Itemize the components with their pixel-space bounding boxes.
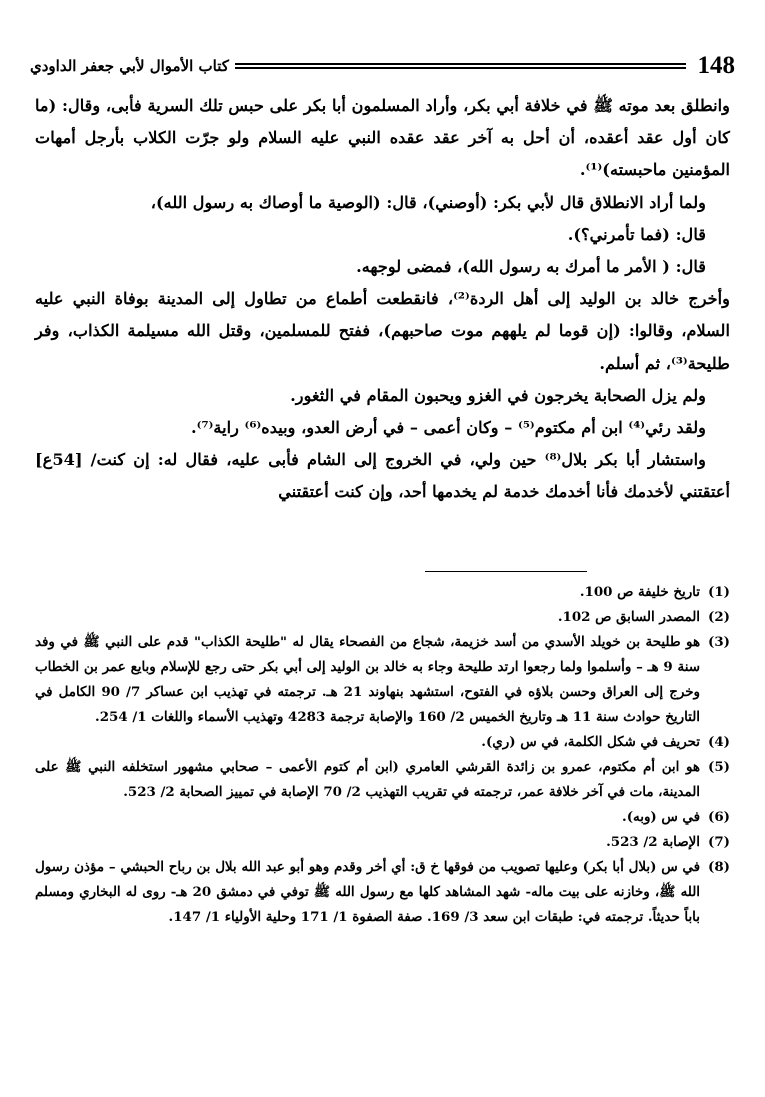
footnote [35, 580, 730, 605]
footnote-text: في س (وبه). [622, 809, 700, 825]
paragraph: واستشار أبا بكر بلال⁽⁸⁾ حين ولي، في الخروج إلى الشام فأبى عليه، فقال له: إن كنت/ [54ع] أعتقتني لأخدمك فأنا أخدمك خدمة لم يخدمها أحد، وإن كنت أعتقتني [35, 450, 730, 502]
footnote [35, 830, 730, 855]
page-header [30, 52, 735, 80]
footnote-separator [425, 571, 587, 572]
paragraph: ولم يزل الصحابة يخرجون في الغزو ويحبون المقام في الثغور. [290, 385, 706, 405]
footnote-number: (5) [708, 759, 730, 775]
main-text [35, 90, 730, 509]
paragraph: قال: ( الأمر ما أمرك به رسول الله)، فمضى لوجهه. [356, 257, 706, 277]
footnote-number: (4) [708, 734, 730, 750]
footnote-number: (6) [708, 809, 730, 825]
paragraph: ولقد رئي⁽⁴⁾ ابن أم مكتوم⁽⁵⁾ – وكان أعمى – في أرض العدو، وبيده⁽⁶⁾ راية⁽⁷⁾. [191, 418, 706, 438]
paragraph: قال: (فما تأمرني؟). [567, 224, 706, 244]
footnote [35, 605, 730, 630]
page-number: 148 [697, 52, 735, 79]
footnote [35, 730, 730, 755]
footnote-text: هو ابن أم مكتوم، عمرو بن زائدة القرشي العامري (ابن أم كتوم الأعمى – صحابي مشهور استخلفه النبي ﷺ على المدينة، مات في آخر خلافة عمر، ترجمته في تقريب التهذيب 2/ 70 الإصابة في تمييز الصحابة 2/ 523. [35, 759, 700, 800]
paragraph: ولما أراد الانطلاق قال لأبي بكر: (أوصني)، قال: (الوصية ما أوصاك به رسول الله)، [150, 192, 706, 212]
footnote-text: تاريخ خليفة ص 100. [579, 584, 700, 600]
footnote-text: المصدر السابق ص 102. [557, 609, 700, 625]
paragraph: وأخرج خالد بن الوليد إلى أهل الردة⁽²⁾، فانقطعت أطماع من تطاول إلى المدينة بوفاة النبي عليه السلام، وقالوا: (إن قوما لم يلههم موت صاحبهم)، ففتح للمسلمين، وقتل الله مسيلمة الكذاب، وفر طليحة⁽³⁾، ثم أسلم. [35, 289, 730, 373]
footnote-text: في س (بلال أبا بكر) وعليها تصويب من فوقها خ ق: أي أخر وقدم وهو أبو عبد الله بلال بن رباح الحبشي – مؤذن رسول الله ﷺ، وخازنه على بيت ماله- شهد المشاهد كلها مع رسول الله ﷺ توفي في دمشق 20 هـ- روى له البخاري ومسلم باباً حديثاً. ترجمته في: طبقات ابن سعد 3/ 169. صفة الصفوة 1/ 171 وحلية الأولياء 1/ 147. [35, 859, 700, 925]
footnote-text: هو طليحة بن خويلد الأسدي من أسد خزيمة، شجاع من الفصحاء يقال له "طليحة الكذاب" قدم على النبي ﷺ في وفد سنة 9 هـ – وأسلموا ولما رجعوا ارتد طليحة وجاء به خالد بن الوليد إلى أبي بكر حتى رجع للإسلام وبايع عمر بن الخطاب وخرج إلى العراق وحسن بلاؤه في الفتوح، استشهد بنهاوند 21 هـ. ترجمته في تهذيب ابن عساكر 7/ 90 الكامل في التاريخ حوادث سنة 11 هـ وتاريخ الخميس 2/ 160 والإصابة ترجمة 4283 وتهذيب الأسماء واللغات 1/ 254. [35, 634, 700, 725]
footnotes [35, 580, 730, 930]
footnote [35, 805, 730, 830]
footnote-number: (7) [708, 834, 730, 850]
footnote [35, 855, 730, 930]
book-title: كتاب الأموال لأبي جعفر الداودي [30, 57, 229, 75]
footnote-number: (3) [708, 634, 730, 650]
header-rule [235, 63, 686, 68]
footnote-number: (8) [708, 859, 730, 875]
footnote-number: (2) [708, 609, 730, 625]
footnote-text: الإصابة 2/ 523. [606, 834, 700, 850]
footnote [35, 755, 730, 805]
footnote-text: تحريف في شكل الكلمة، في س (ري). [481, 734, 700, 750]
footnote [35, 630, 730, 730]
footnote-number: (1) [708, 584, 730, 600]
paragraph: وانطلق بعد موته ﷺ في خلافة أبي بكر، وأراد المسلمون أبا بكر على حبس تلك السرية فأبى، وقال: (ما كان أول عقد أعقده، أن أحل به آخر عقد عقده النبي عليه السلام ولو جرّت الكلاب بأرجل أمهات المؤمنين ماحبسته)⁽¹⁾. [35, 96, 730, 180]
